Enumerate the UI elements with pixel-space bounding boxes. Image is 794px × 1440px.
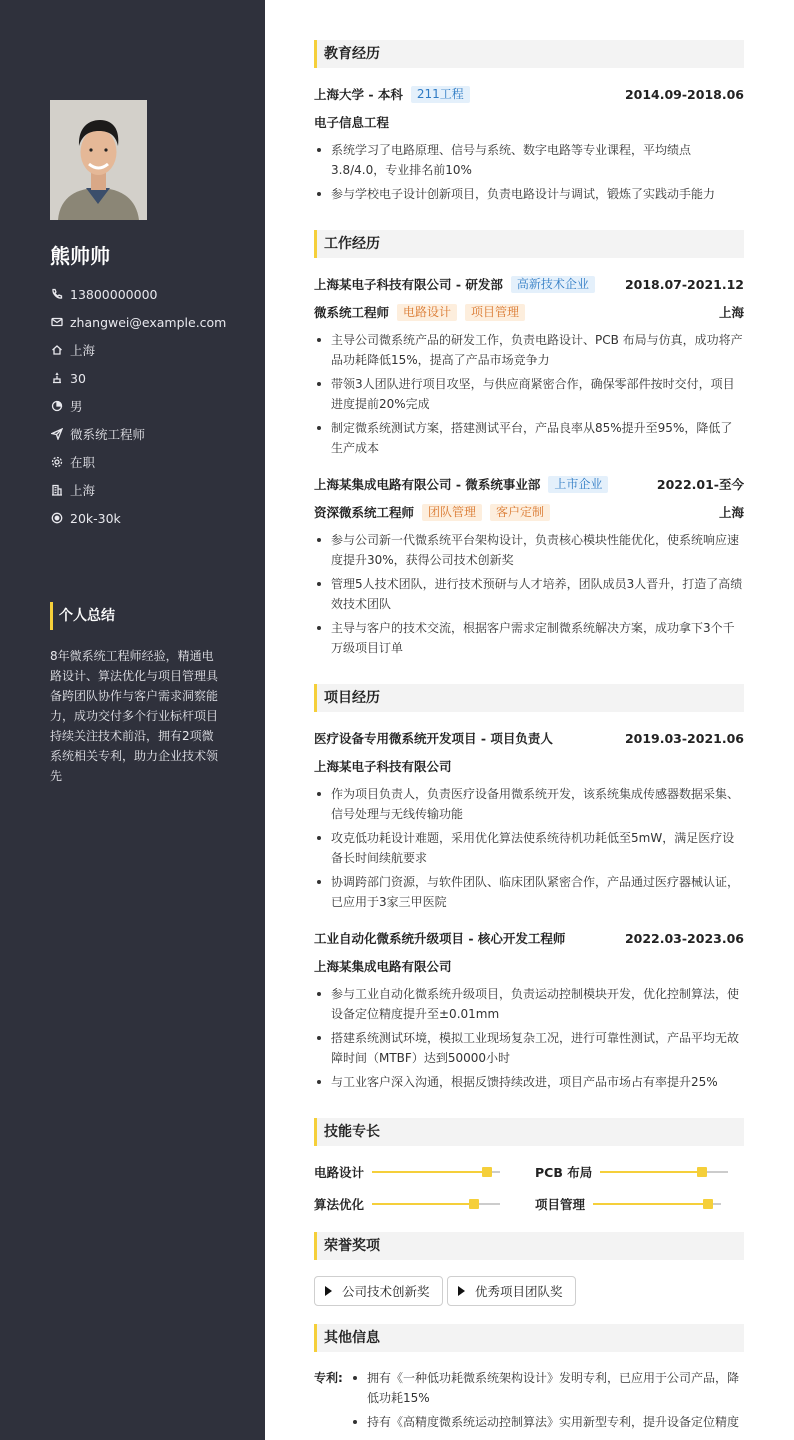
info-city (50, 476, 250, 504)
home-icon (50, 343, 64, 357)
gender-icon (50, 399, 64, 413)
list-item: 制定微系统测试方案，搭建测试平台，产品良率从85%提升至95%，降低了生产成本 (314, 418, 744, 458)
info-email-text: zhangwei@example.com (70, 314, 227, 330)
job-company: 上海某电子科技有限公司 - 研发部 (314, 277, 503, 292)
list-item: 与工业客户深入沟通，根据反馈持续改进，项目产品市场占有率提升25% (314, 1072, 744, 1092)
work-section-title: 工作经历 (314, 230, 744, 258)
list-item: 带领3人团队进行项目攻坚，与供应商紧密合作，确保零部件按时交付，项目进度提前20%完成 (314, 374, 744, 414)
school-name: 上海大学 - 本科 (314, 87, 403, 102)
project-date: 2022.03-2023.06 (624, 930, 744, 946)
list-item: 系统学习了电路原理、信号与系统、数字电路等专业课程，平均绩点3.8/4.0，专业排名前10% (314, 140, 744, 180)
patent-label: 专利: (314, 1371, 343, 1385)
school-tag: 211工程 (411, 86, 470, 103)
other-section-title: 其他信息 (314, 1324, 744, 1352)
job-role: 微系统工程师 (314, 305, 390, 320)
job-role-row (314, 502, 744, 522)
skill-level-fill (372, 1171, 487, 1173)
job-header (314, 274, 744, 294)
company-tag: 上市企业 (548, 476, 608, 493)
info-gender (50, 392, 250, 420)
skills-section-title: 技能专长 (314, 1118, 744, 1146)
info-address-text: 上海 (70, 343, 96, 358)
skill-name: 电路设计 (314, 1165, 365, 1180)
award-name: 公司技术创新奖 (342, 1284, 430, 1299)
skill-level-knob (469, 1199, 479, 1209)
company-tag: 高新技术企业 (511, 276, 595, 293)
info-salary (50, 504, 250, 532)
info-phone (50, 280, 250, 308)
info-age (50, 364, 250, 392)
project-header (314, 728, 744, 748)
info-position-text: 微系统工程师 (70, 427, 146, 442)
skill-level-fill (593, 1203, 708, 1205)
project-date: 2019.03-2021.06 (624, 730, 744, 746)
role-tag: 团队管理 (422, 504, 482, 521)
job-bullets (314, 530, 744, 662)
skill-item (314, 1162, 500, 1182)
project-section-title: 项目经历 (314, 684, 744, 712)
project-company-row (314, 956, 744, 976)
list-item: 参与公司新一代微系统平台架构设计，负责核心模块性能优化，使系统响应速度提升30%，获得公司技术创新奖 (314, 530, 744, 570)
education-section-title: 教育经历 (314, 40, 744, 68)
info-gender-text: 男 (70, 399, 83, 414)
role-tag: 客户定制 (490, 504, 550, 521)
info-status-text: 在职 (70, 455, 96, 470)
skill-level-knob (697, 1167, 707, 1177)
education-date: 2014.09-2018.06 (624, 86, 744, 102)
project-company: 上海某电子科技有限公司 (314, 759, 452, 774)
list-item: 参与工业自动化微系统升级项目，负责运动控制模块开发，优化控制算法，使设备定位精度提升至±0.01mm (314, 984, 744, 1024)
job-header (314, 474, 744, 494)
info-address (50, 336, 250, 364)
info-phone-text: 13800000000 (70, 286, 158, 302)
phone-icon (50, 287, 64, 301)
skill-level-bar (600, 1171, 728, 1173)
info-status (50, 448, 250, 476)
job-company: 上海某集成电路有限公司 - 微系统事业部 (314, 477, 541, 492)
mail-icon (50, 315, 64, 329)
job-date: 2022.01-至今 (656, 477, 744, 492)
skill-level-knob (703, 1199, 713, 1209)
project-company-row (314, 756, 744, 776)
skill-level-fill (372, 1203, 474, 1205)
skill-level-knob (482, 1167, 492, 1177)
education-major-row (314, 112, 744, 132)
skill-level-bar (372, 1171, 500, 1173)
info-city-text: 上海 (70, 483, 96, 498)
job-location: 上海 (718, 505, 744, 520)
award-name: 优秀项目团队奖 (475, 1284, 563, 1299)
play-icon (325, 1286, 332, 1296)
skill-name: 项目管理 (535, 1197, 586, 1212)
list-item: 作为项目负责人，负责医疗设备用微系统开发，该系统集成传感器数据采集、信号处理与无线传输功能 (314, 784, 744, 824)
salary-icon (50, 511, 64, 525)
education-bullets (314, 140, 744, 208)
send-icon (50, 427, 64, 441)
list-item: 主导与客户的技术交流，根据客户需求定制微系统解决方案，成功拿下3个千万级项目订单 (314, 618, 744, 658)
role-tag: 电路设计 (397, 304, 457, 321)
skill-level-bar (593, 1203, 721, 1205)
contact-info-list (50, 280, 250, 532)
project-name: 工业自动化微系统升级项目 - 核心开发工程师 (314, 931, 566, 946)
list-item: 持有《高精度微系统运动控制算法》实用新型专利，提升设备定位精度 (350, 1412, 744, 1432)
awards-section-title: 荣誉奖项 (314, 1232, 744, 1260)
skill-item (314, 1194, 500, 1214)
list-item: 参与学校电子设计创新项目，负责电路设计与调试，锻炼了实践动手能力 (314, 184, 744, 204)
sidebar (0, 0, 265, 1440)
award-badge (314, 1276, 443, 1306)
candidate-name: 熊帅帅 (50, 244, 110, 268)
list-item: 拥有《一种低功耗微系统架构设计》发明专利，已应用于公司产品，降低功耗15% (350, 1368, 744, 1408)
skill-level-bar (372, 1203, 500, 1205)
building-icon (50, 483, 64, 497)
avatar (50, 100, 147, 220)
project-bullets (314, 784, 744, 916)
project-header (314, 928, 744, 948)
list-item: 攻克低功耗设计难题，采用优化算法使系统待机功耗低至5mW，满足医疗设备长时间续航要求 (314, 828, 744, 868)
list-item: 管理5人技术团队，进行技术预研与人才培养，团队成员3人晋升，打造了高绩效技术团队 (314, 574, 744, 614)
project-company: 上海某集成电路有限公司 (314, 959, 452, 974)
skill-item (535, 1162, 728, 1182)
avatar-photo-icon (50, 100, 147, 220)
skill-name: PCB 布局 (535, 1165, 593, 1180)
education-header (314, 84, 744, 104)
job-role: 资深微系统工程师 (314, 505, 415, 520)
project-name: 医疗设备专用微系统开发项目 - 项目负责人 (314, 731, 553, 746)
status-icon (50, 455, 64, 469)
info-email (50, 308, 250, 336)
play-icon (458, 1286, 465, 1296)
education-major: 电子信息工程 (314, 115, 390, 130)
job-date: 2018.07-2021.12 (624, 276, 744, 292)
patent-list (350, 1368, 744, 1436)
info-age-text: 30 (70, 370, 86, 386)
project-bullets (314, 984, 744, 1096)
info-position (50, 420, 250, 448)
list-item: 协调跨部门资源，与软件团队、临床团队紧密合作，产品通过医疗器械认证，已应用于3家三甲医院 (314, 872, 744, 912)
info-salary-text: 20k-30k (70, 510, 121, 526)
list-item: 主导公司微系统产品的研发工作，负责电路设计、PCB 布局与仿真，成功将产品功耗降低15%，提高了产品市场竞争力 (314, 330, 744, 370)
list-item: 搭建系统测试环境，模拟工业现场复杂工况，进行可靠性测试，产品平均无故障时间（MTBF）达到50000小时 (314, 1028, 744, 1068)
skill-item (535, 1194, 721, 1214)
job-bullets (314, 330, 744, 462)
summary-title: 个人总结 (50, 602, 115, 630)
award-badge (447, 1276, 576, 1306)
age-icon (50, 371, 64, 385)
summary-text: 8年微系统工程师经验，精通电路设计、算法优化与项目管理具备跨团队协作与客户需求洞察能力，成功交付多个行业标杆项目 持续关注技术前沿，拥有2项微系统相关专利，助力企业技术领先 (50, 649, 219, 783)
skill-name: 算法优化 (314, 1197, 365, 1212)
job-role-row (314, 302, 744, 322)
skill-level-fill (600, 1171, 702, 1173)
role-tag: 项目管理 (465, 304, 525, 321)
job-location: 上海 (718, 305, 744, 320)
